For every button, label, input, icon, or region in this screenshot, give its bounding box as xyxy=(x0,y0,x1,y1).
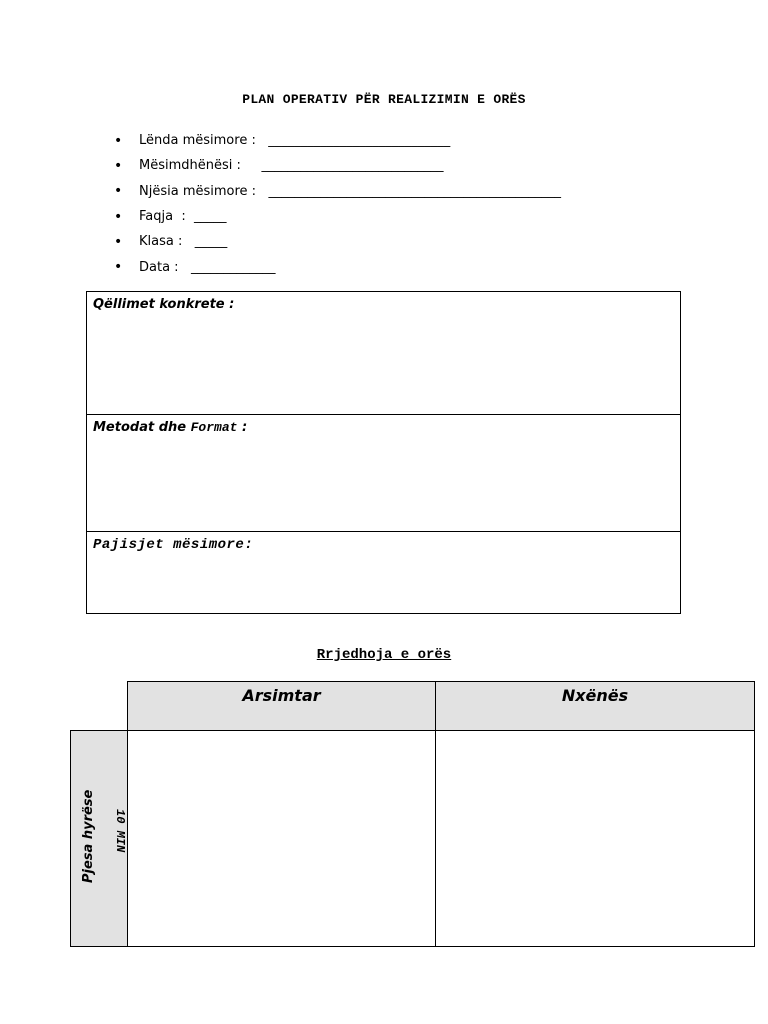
methods-label-text: Metodat dhe xyxy=(93,420,191,435)
bullet-icon: • xyxy=(114,157,123,174)
methods-label xyxy=(93,420,247,435)
bullet-icon: • xyxy=(114,208,123,225)
field-unit xyxy=(114,179,561,204)
field-class xyxy=(114,229,561,254)
methods-label-colon: : xyxy=(237,420,248,435)
intro-teacher-cell[interactable] xyxy=(127,730,436,947)
field-blank-line[interactable]: _____________________________________________ xyxy=(256,183,561,199)
field-blank-line[interactable]: ____________________________ xyxy=(255,133,451,149)
field-blank-line[interactable]: _____ xyxy=(182,234,228,250)
field-label: Faqja : xyxy=(139,209,186,225)
equipment-label: Pajisjet mësimore: xyxy=(93,537,254,553)
methods-label-format: Format xyxy=(190,420,238,435)
equipment-section[interactable] xyxy=(87,532,680,613)
page-title: PLAN OPERATIV PËR REALIZIMIN E ORËS xyxy=(242,92,526,107)
column-header-teacher-label: Arsimtar xyxy=(242,686,321,705)
field-blank-line[interactable]: _____________ xyxy=(178,259,276,275)
field-blank-line[interactable]: _____ xyxy=(185,209,227,225)
methods-section[interactable] xyxy=(87,415,680,532)
flow-title xyxy=(0,647,768,663)
field-teacher xyxy=(114,153,561,178)
bullet-icon: • xyxy=(114,233,123,250)
field-blank-line[interactable]: ____________________________ xyxy=(240,158,444,174)
field-subject xyxy=(114,128,561,153)
bullet-icon: • xyxy=(114,132,123,149)
field-label: Njësia mësimore : xyxy=(139,183,257,199)
bullet-icon: • xyxy=(114,259,123,276)
row-header-intro xyxy=(70,730,128,947)
field-page xyxy=(114,204,561,229)
intro-student-cell[interactable] xyxy=(435,730,755,947)
field-label: Mësimdhënësi : xyxy=(139,158,241,174)
field-label: Klasa : xyxy=(139,234,183,250)
bullet-icon: • xyxy=(114,183,123,200)
flow-title-text: Rrjedhoja e orës xyxy=(316,647,452,663)
goals-label: Qëllimet konkrete : xyxy=(93,297,235,312)
field-label: Lënda mësimore : xyxy=(139,133,256,149)
row-header-intro-label: Pjesa hyrëse xyxy=(81,789,96,883)
column-header-teacher xyxy=(127,681,436,731)
goals-section[interactable] xyxy=(87,292,680,415)
objectives-box xyxy=(86,291,681,614)
column-header-student-label: Nxënës xyxy=(561,686,629,705)
field-date xyxy=(114,254,561,279)
field-label: Data : xyxy=(139,259,179,275)
field-list xyxy=(114,128,561,280)
row-header-intro-time: 10 MIN xyxy=(113,809,127,853)
column-header-student xyxy=(435,681,755,731)
